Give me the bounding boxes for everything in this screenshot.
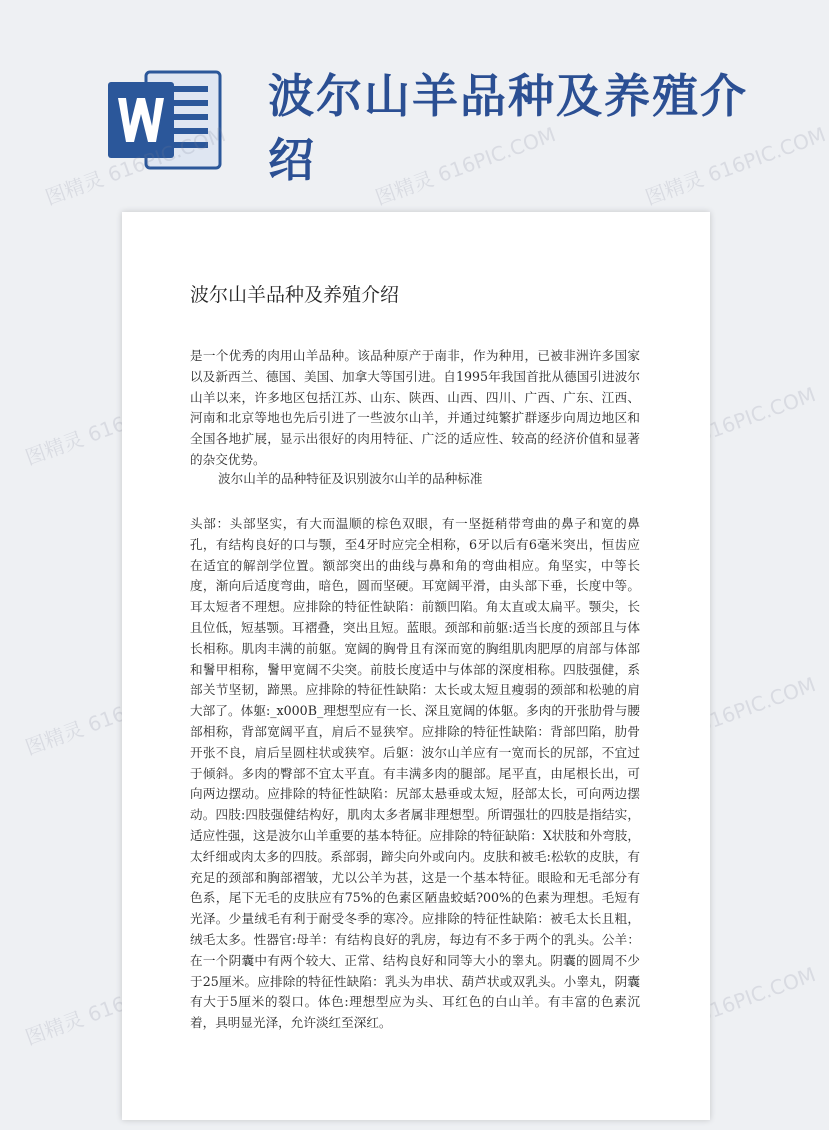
section-subheading: 波尔山羊的品种特征及识别波尔山羊的品种标准 — [218, 471, 483, 486]
word-doc-icon — [108, 70, 228, 170]
watermark: 图精灵 616PIC.COM — [372, 122, 559, 210]
watermark: 图精灵 616PIC.COM — [22, 382, 209, 470]
body-paragraph: 头部：头部坚实，有大而温顺的棕色双眼，有一坚挺稍带弯曲的鼻子和宽的鼻孔，有结构良好的口与颚，至4牙时应完全相称，6牙以后有6毫米突出，恒齿应在适宜的解剖学位置。额部突出的曲线与鼻和角的弯曲相应。角坚实，中等长度，渐向后适度弯曲，暗色，圆而坚硬。耳宽阔平滑，由头部下垂，长度中等。耳太短者不理想。应排除的特征性缺陷：前额凹陷。角太直或太扁平。颚尖，长且位低，短基颚。耳褶叠，突出且短。蓝眼。颈部和前躯:适当长度的颈部且与体长相称。肌肉丰满的前躯。宽阔的胸骨且有深而宽的胸组肌肉肥厚的肩部与体部和鬐甲相称，鬐甲宽阔不尖突。前肢长度适中与体部的深度相称。四肢强健，系部关节坚韧，蹄黑。应排除的特征性缺陷：太长或太短且瘦弱的颈部和松驰的肩大部了。体躯:_x000B_理想型应有一长、深且宽阔的体躯。多肉的开张肋骨与腰部相称，背部宽阔平直，肩后不显狭窄。应排除的特征性缺陷：背部凹陷，肋骨开张不良，肩后呈圆柱状或狭窄。后躯：波尔山羊应有一宽而长的尻部，不宜过于倾斜。多肉的臀部不宜太平直。有丰满多肉的腿部。尾平直，由尾根长出，可向两边摆动。应排除的特征性缺陷：尻部太悬垂或太短，胫部太长，可向两边摆动。四肢:四肢强健结构好，肌肉太多者属非理想型。所谓强壮的四肢是指结实，适应性强，这是波尔山羊重要的基本特征。应排除的特征缺陷：X状肢和外弯肢，太纤细或肉太多的四肢。系部弱，蹄尖向外或向内。皮肤和被毛:松软的皮肤，有充足的颈部和胸部褶皱，尤以公羊为甚，这是一个基本特征。眼睑和无毛部分有色系，尾下无毛的皮肤应有75%的色素区陋蛊蛟蛞?00%的色素为理想。毛短有光泽。少量绒毛有利于耐受冬季的寒冷。应排除的特征性缺陷：被毛太长且粗，绒毛太多。性器官:母羊：有结构良好的乳房，每边有不多于两个的乳头。公羊：在一个阴囊中有两个较大、正常、结构良好和同等大小的睾丸。阴囊的圆周不少于25厘米。应排除的特征性缺陷：乳头为串状、葫芦状或双乳头。小睾丸，阴囊有大于5厘米的裂口。体色:理想型应为头、耳红色的白山羊。有丰富的色素沉着，具明显光泽，允许淡红至深红。 — [190, 516, 640, 1031]
watermark: 图精灵 616PIC.COM — [632, 962, 819, 1050]
watermark: 图精灵 616PIC.COM — [22, 962, 209, 1050]
document-page — [122, 212, 710, 1120]
watermark: 图精灵 616PIC.COM — [642, 122, 829, 210]
watermark: 图精灵 616PIC.COM — [632, 672, 819, 760]
document-title: 波尔山羊品种及养殖介绍 — [190, 284, 400, 306]
intro-paragraph: 是一个优秀的肉用山羊品种。该品种原产于南非，作为种用，已被非洲许多国家以及新西兰、德国、美国、加拿大等国引进。自1995年我国首批从德国引进波尔山羊以来，许多地区包括江苏、山东、陕西、山西、四川、广西、广东、江西、河南和北京等地也先后引进了一些波尔山羊，并通过纯繁扩群逐步向周边地区和全国各地扩展，显示出很好的肉用特征、广泛的适应性、较高的经济价值和显著的杂交优势。 — [190, 348, 640, 467]
watermark: 图精灵 616PIC.COM — [632, 382, 819, 470]
watermark: 图精灵 616PIC.COM — [22, 672, 209, 760]
banner-title: 波尔山羊品种及养殖介绍 — [268, 69, 748, 187]
watermark: 图精灵 616PIC.COM — [42, 122, 229, 210]
